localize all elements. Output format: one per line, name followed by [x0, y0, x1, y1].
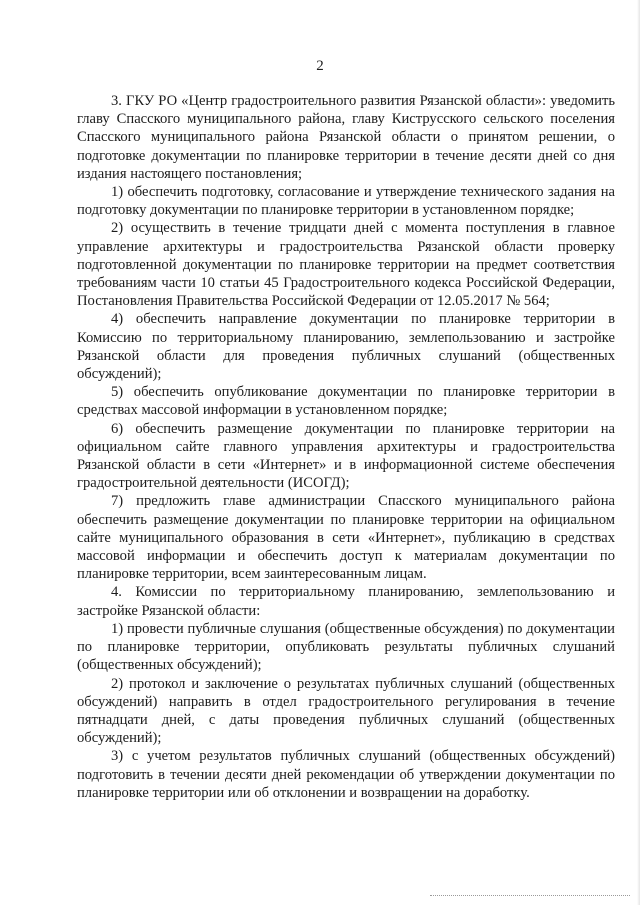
subparagraph-1: 1) обеспечить подготовку, согласование и утверждение технического задания на подготовку документации по планировке территории в установленном порядке;	[77, 184, 615, 219]
page-number: 2	[316, 58, 324, 74]
document-body	[77, 92, 615, 802]
subparagraph-6: 6) обеспечить размещение документации по планировке территории на официальном сайте главного управления архитектуры и градостроительства Рязанской области в сети «Интернет» и в информационной системе обеспечения градостроительной деятельности (ИСОГД);	[77, 420, 615, 492]
subparagraph-2: 2) осуществить в течение тридцати дней с момента поступления в главное управление архитектуры и градостроительства Рязанской области проверку подготовленной документации по планировке территории на предмет соответствия требованиям части 10 статьи 45 Градостроительного кодекса Российской Федерации, Постановления Правительства Российской Федерации от 12.05.2017 № 564;	[77, 220, 615, 310]
subparagraph-7: 7) предложить главе администрации Спасского муниципального района обеспечить размещение документации по планировке территории на официальном сайте муниципального образования в сети «Интернет», публикацию в средствах массовой информации и обеспечить доступ к материалам документации по планировке территории, всем заинтересованным лицам.	[77, 493, 615, 583]
commission-subparagraph-2: 2) протокол и заключение о результатах публичных слушаний (общественных обсуждений) направить в отдел градостроительного регулирования в течение пятнадцати дней, с даты проведения публичных слушаний (общественных обсуждений);	[77, 675, 615, 747]
subparagraph-5: 5) обеспечить опубликование документации по планировке территории в средствах массовой информации в установленном порядке;	[77, 384, 615, 419]
paragraph-item-4: 4. Комиссии по территориальному планированию, землепользованию и застройке Рязанской области:	[77, 584, 615, 619]
subparagraph-4: 4) обеспечить направление документации по планировке территории в Комиссию по территориальному планированию, землепользованию и застройке Рязанской области для проведения публичных слушаний (общественных обсуждений);	[77, 311, 615, 383]
commission-subparagraph-1: 1) провести публичные слушания (общественные обсуждения) по документации по планировке территории, опубликовать результаты публичных слушаний (общественных обсуждений);	[77, 620, 615, 674]
paragraph-item-3: 3. ГКУ РО «Центр градостроительного развития Рязанской области»: уведомить главу Спасского муниципального района, главу Киструсского сельского поселения Спасского муниципального района Рязанской области о принятом решении, о подготовке документации по планировке территории в течение десяти дней со дня издания настоящего постановления;	[77, 93, 615, 182]
commission-subparagraph-3: 3) с учетом результатов публичных слушаний (общественных обсуждений) подготовить в течении десяти дней рекомендации об утверждении документации по планировке территории или об отклонении и возвращении на доработку.	[77, 748, 615, 801]
scan-artifact-line	[430, 895, 630, 897]
